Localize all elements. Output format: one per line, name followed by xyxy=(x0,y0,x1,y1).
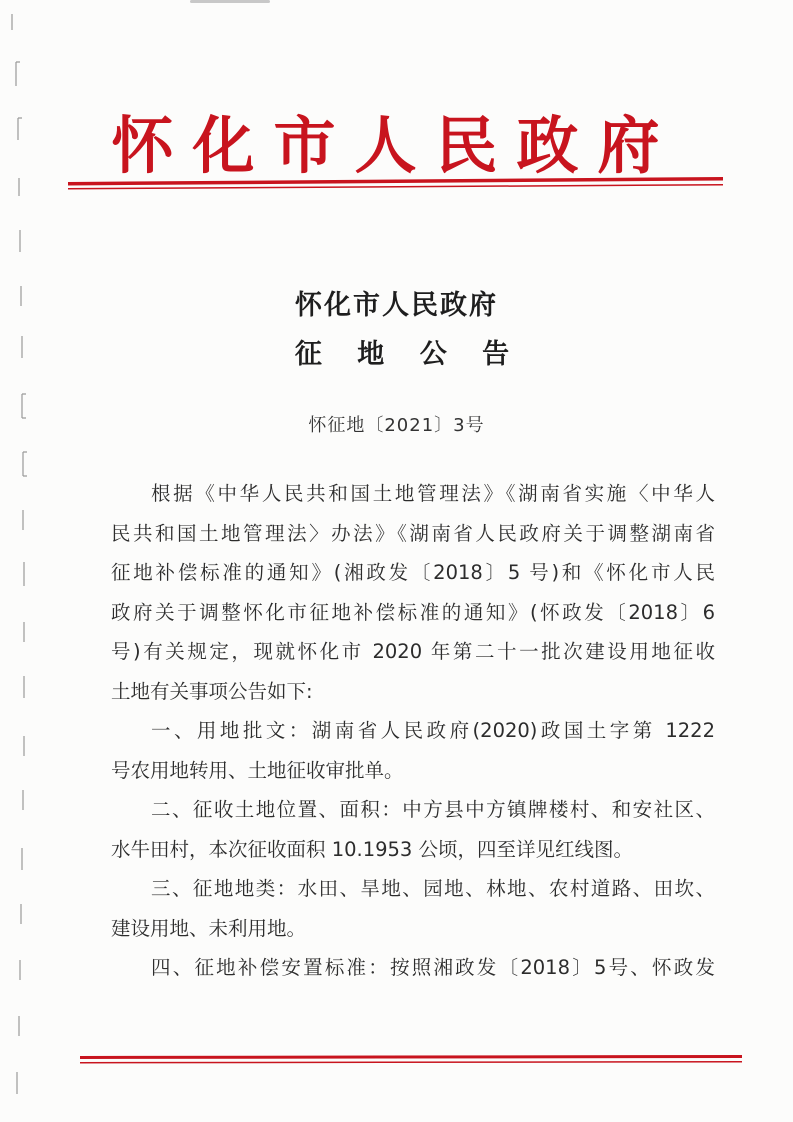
document-number: 怀征地〔2021〕3号 xyxy=(308,415,485,436)
body-line: 民共和国土地管理法〉办法》《湖南省人民政府关于调整湖南省 xyxy=(111,521,715,545)
body-line: 土地有关事项公告如下: xyxy=(111,679,313,703)
body-line: 号农用地转用、土地征收审批单。 xyxy=(111,758,404,782)
body-line: 水牛田村，本次征收面积 10.1953 公顷，四至详见红线图。 xyxy=(111,837,634,861)
masthead-red-rule xyxy=(68,176,723,194)
body-line: 四、征地补偿安置标准：按照湘政发〔2018〕5号、怀政发 xyxy=(151,956,715,979)
body-line: 号)有关规定，现就怀化市 2020 年第二十一批次建设用地征收 xyxy=(111,640,715,663)
body-line: 征地补偿标准的通知》(湘政发〔2018〕5 号)和《怀化市人民 xyxy=(111,561,715,584)
issuer-title: 怀化市人民政府 xyxy=(295,290,498,321)
notice-title: 征 地 公 告 xyxy=(294,339,523,370)
body-line: 二、征收土地位置、面积：中方县中方镇牌楼村、和安社区、 xyxy=(151,798,715,821)
binding-marks xyxy=(8,0,48,1122)
notice-body xyxy=(111,474,715,988)
scan-smudge xyxy=(190,0,270,3)
body-line: 建设用地、未利用地。 xyxy=(111,916,307,940)
body-line: 三、征地地类：水田、旱地、园地、林地、农村道路、田坎、 xyxy=(151,877,715,900)
masthead-title: 怀化市人民政府 xyxy=(111,109,679,182)
footer-red-rule xyxy=(80,1053,742,1067)
body-line: 政府关于调整怀化市征地补偿标准的通知》(怀政发〔2018〕6 xyxy=(111,600,715,624)
body-line: 根据《中华人民共和国土地管理法》《湖南省实施〈中华人 xyxy=(151,482,715,505)
body-line: 一、用地批文：湖南省人民政府(2020)政国土字第 1222 xyxy=(151,719,715,742)
